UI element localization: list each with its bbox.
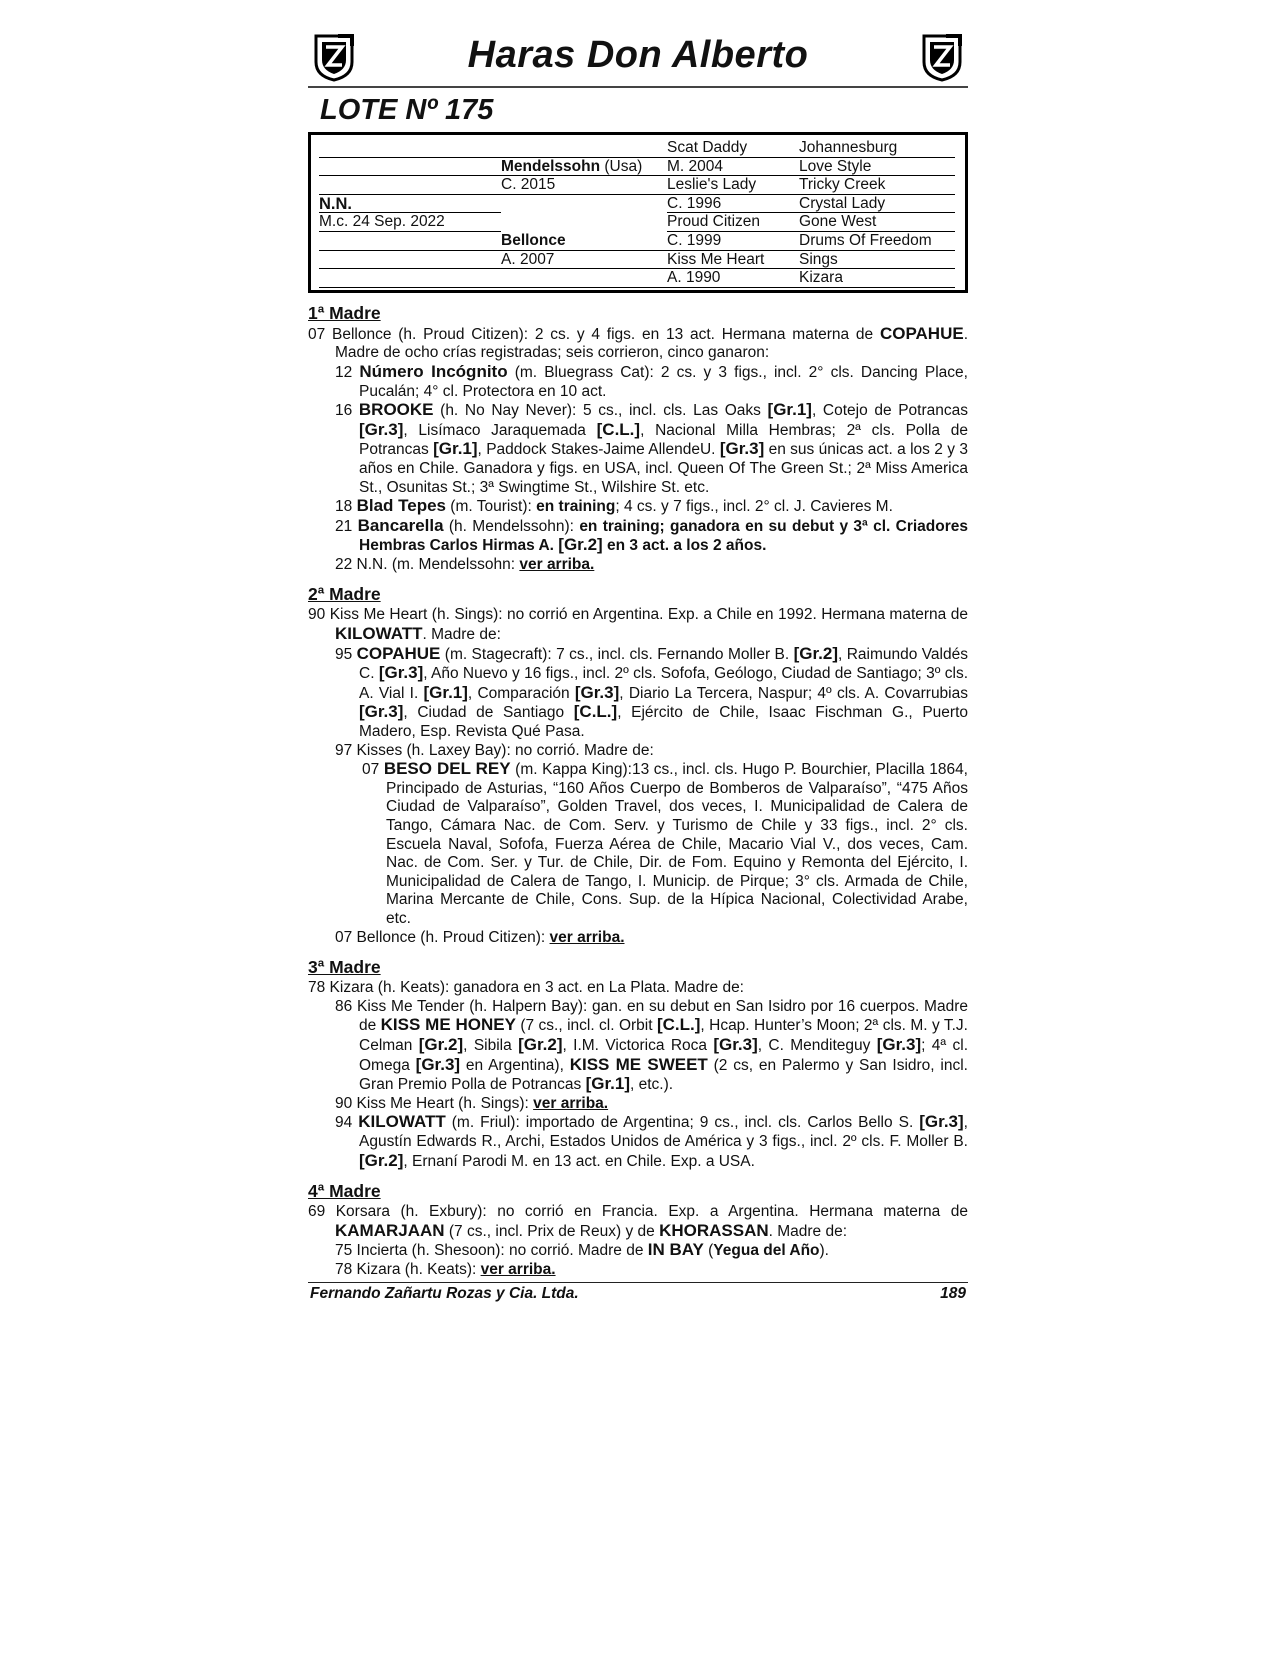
- emphasis: en training: [536, 498, 616, 516]
- grade-label: [C.L.]: [656, 1015, 701, 1035]
- horse-name: IN BAY: [647, 1240, 704, 1260]
- entry-paragraph: 75 Incierta (h. Shesoon): no corrió. Madre de IN BAY (Yegua del Año).: [335, 1240, 829, 1260]
- entry-paragraph: 69 Korsara (h. Exbury): no corrió en Francia. Exp. a Argentina. Hermana materna de KAMARJAAN (7 cs., incl. Prix de Reux) y de KHORASSAN. Madre de:: [308, 1203, 968, 1240]
- pedigree-cell: Leslie's Lady: [667, 176, 799, 195]
- dam-heading: 1ª Madre: [308, 302, 381, 323]
- pedigree-row: [319, 269, 955, 288]
- pedigree-cell: [501, 139, 667, 158]
- grade-label: [Gr.1]: [767, 400, 812, 420]
- pedigree-row: [319, 158, 955, 177]
- pedigree-cell: Kiss Me Heart: [667, 251, 799, 270]
- emphasis: Yegua del Año: [713, 1242, 820, 1260]
- pedigree-cell: Crystal Lady: [799, 195, 955, 214]
- pedigree-cell: [319, 176, 501, 195]
- grade-label: [Gr.2]: [359, 1150, 404, 1170]
- pedigree-cell: Sings: [799, 251, 955, 270]
- horse-name: KHORASSAN: [659, 1220, 769, 1240]
- entry-paragraph: 07 BESO DEL REY (m. Kappa King):13 cs., incl. cls. Hugo P. Bourchier, Placilla 1864, Principado de Asturias, “160 Años Cuerpo de Bomberos de Valparaíso”, “475 Años Ciudad de Valparaíso”, Golden Travel, dos veces, I. Municipalidad de Calera de Tango, Cámara Nac. de Com. Serv. y Turismo de Chile y 33 figs., incl. 2° cls. Escuela Naval, Sofofa, Fuerza Aérea de Chile, Macario Vial V., dos veces, Cam. Nac. de Com. Ser. y Tur. de Chile, Dir. de Fom. Equino y Remonta del Ejército, I. Municipalidad de Calera de Tango, I. Municip. de Pirque; 3° cls. Armada de Chile, Marina Mercante de Chile, Cons. Sup. de la Hípica Nacional, Colectividad Arabe, etc.: [362, 759, 968, 927]
- grade-label: [Gr.3]: [919, 1112, 964, 1132]
- entry-paragraph: 21 Bancarella (h. Mendelssohn): en training; ganadora en su debut y 3ª cl. Criadores Hembras Carlos Hirmas A. [Gr.2] en 3 act. a los 2 años.: [335, 515, 968, 555]
- dam-heading: 4ª Madre: [308, 1181, 381, 1202]
- horse-name: KISS ME HONEY: [380, 1015, 516, 1035]
- grade-label: [Gr.1]: [423, 682, 468, 702]
- pedigree-cell: Scat Daddy: [667, 139, 799, 158]
- grade-label: [C.L.]: [573, 702, 618, 722]
- entry-paragraph: 07 Bellonce (h. Proud Citizen): 2 cs. y 4 figs. en 13 act. Hermana materna de COPAHUE. Madre de ocho crías registradas; seis corrieron, cinco ganaron:: [308, 323, 968, 362]
- grade-label: [Gr.3]: [574, 682, 620, 702]
- pedigree-row: [319, 139, 955, 158]
- horse-name: COPAHUE: [356, 643, 441, 663]
- catalog-page: [308, 30, 968, 1303]
- horse-name: Número Incógnito: [359, 361, 508, 381]
- pedigree-cell: Gone West: [799, 213, 955, 232]
- pedigree-cell: [319, 269, 501, 288]
- pedigree-row: [319, 176, 955, 195]
- horse-name: COPAHUE: [879, 323, 964, 343]
- entry-paragraph: 90 Kiss Me Heart (h. Sings): ver arriba.: [335, 1094, 609, 1112]
- pedigree-cell: M.c. 24 Sep. 2022: [319, 213, 501, 232]
- grade-label: [Gr.1]: [585, 1074, 630, 1094]
- pedigree-cell: N.N.: [319, 195, 501, 214]
- haras-logo-icon: [920, 32, 964, 82]
- entry-paragraph: 12 Número Incógnito (m. Bluegrass Cat): 2 cs. y 3 figs., incl. 2° cls. Dancing Place, Pucalán; 4° cl. Protectora en 10 act.: [335, 361, 968, 400]
- second-dam-section: [308, 584, 968, 947]
- pedigree-cell: C. 2015: [501, 176, 667, 195]
- horse-name: Blad Tepes: [356, 496, 446, 516]
- pedigree-cell: [501, 195, 667, 214]
- grade-label: [Gr.3]: [359, 419, 404, 439]
- third-dam-section: [308, 957, 968, 1171]
- horse-name: BESO DEL REY: [383, 759, 511, 779]
- pedigree-row: [319, 213, 955, 232]
- grade-label: [Gr.3]: [378, 663, 424, 683]
- pedigree-cell: C. 1999: [667, 232, 799, 251]
- pedigree-cell: [319, 251, 501, 270]
- pedigree-cell: M. 2004: [667, 158, 799, 177]
- pedigree-row: [319, 195, 955, 214]
- pedigree-row: [319, 232, 955, 251]
- page-title: Haras Don Alberto: [467, 34, 809, 76]
- pedigree-cell: [501, 213, 667, 232]
- see-above-link: ver arriba.: [519, 555, 595, 573]
- entry-paragraph: 78 Kizara (h. Keats): ver arriba.: [335, 1260, 556, 1278]
- pedigree-table: [308, 132, 968, 293]
- entry-paragraph: 18 Blad Tepes (m. Tourist): en training; 4 cs. y 7 figs., incl. 2° cl. J. Cavieres M.: [335, 496, 893, 516]
- entry-paragraph: 95 COPAHUE (m. Stagecraft): 7 cs., incl. cls. Fernando Moller B. [Gr.2], Raimundo Valdés C. [Gr.3], Año Nuevo y 16 figs., incl. 2º cls. Sofofa, Geólogo, Ciudad de Santiago; 3º cls. A. Vial I. [Gr.1], Comparación [Gr.3], Diario La Tercera, Naspur; 4º cls. A. Covarrubias [Gr.3], Ciudad de Santiago [C.L.], Ejército de Chile, Isaac Fischman G., Puerto Madero, Esp. Revista Qué Pasa.: [335, 643, 969, 741]
- grade-label: [Gr.3]: [876, 1034, 922, 1054]
- pedigree-cell: Mendelssohn (Usa): [501, 158, 667, 177]
- pedigree-row: [319, 251, 955, 270]
- page-header: [308, 30, 968, 88]
- grade-label: [Gr.1]: [433, 439, 478, 459]
- pedigree-cell: Love Style: [799, 158, 955, 177]
- horse-name: KILOWATT: [358, 1112, 446, 1132]
- fourth-dam-section: [308, 1181, 968, 1279]
- pedigree-cell: Proud Citizen: [667, 213, 799, 232]
- entry-paragraph: 78 Kizara (h. Keats): ganadora en 3 act. en La Plata. Madre de:: [308, 979, 744, 997]
- grade-label: [Gr.2]: [793, 643, 838, 663]
- sire-name: Mendelssohn: [501, 157, 601, 175]
- pedigree-cell: [319, 232, 501, 251]
- page-number: 189: [940, 1285, 966, 1303]
- pedigree-cell: Bellonce: [501, 232, 667, 251]
- footer-company: Fernando Zañartu Rozas y Cia. Ltda.: [310, 1285, 579, 1303]
- pedigree-cell: A. 1990: [667, 269, 799, 288]
- entry-paragraph: 86 Kiss Me Tender (h. Halpern Bay): gan. en su debut en San Isidro por 16 cuerpos. Madre de KISS ME HONEY (7 cs., incl. cl. Orbit [C.L.], Hcap. Hunter’s Moon; 2ª cls. M. y T.J. Celman [Gr.2], Sibila [Gr.2], I.M. Victorica Roca [Gr.3], C. Menditeguy [Gr.3]; 4ª cl. Omega [Gr.3] en Argentina), KISS ME SWEET (2 cs, en Palermo y San Isidro, incl. Gran Premio Polla de Potrancas [Gr.1], etc.).: [335, 997, 969, 1094]
- see-above-link: ver arriba.: [533, 1094, 609, 1112]
- entry-paragraph: 97 Kisses (h. Laxey Bay): no corrió. Madre de:: [335, 741, 654, 759]
- horse-name: KISS ME SWEET: [569, 1054, 708, 1074]
- emphasis: en 3 act. a los 2 años.: [602, 537, 767, 555]
- grade-label: [Gr.3]: [415, 1054, 461, 1074]
- page-footer: [308, 1282, 968, 1303]
- horse-name: KAMARJAAN: [335, 1220, 445, 1240]
- emphasis: en training; ganadora en su debut y 3ª cl. Criadores Hembras Carlos Hirmas A.: [359, 517, 968, 555]
- first-dam-section: [308, 303, 968, 575]
- horse-name: BROOKE: [358, 400, 434, 420]
- grade-label: [Gr.2]: [418, 1034, 464, 1054]
- grade-label: [Gr.2]: [558, 535, 603, 555]
- see-above-link: ver arriba.: [480, 1260, 556, 1278]
- dam-heading: 3ª Madre: [308, 957, 381, 978]
- pedigree-cell: A. 2007: [501, 251, 667, 270]
- entry-paragraph: 22 N.N. (m. Mendelssohn: ver arriba.: [335, 555, 595, 573]
- entry-paragraph: 16 BROOKE (h. No Nay Never): 5 cs., incl. cls. Las Oaks [Gr.1], Cotejo de Potrancas [Gr.3], Lisímaco Jaraquemada [C.L.], Nacional Milla Hembras; 2ª cls. Polla de Potrancas [Gr.1], Paddock Stakes-Jaime AllendeU. [Gr.3] en sus únicas act. a los 2 y 3 años en Chile. Ganadora y figs. en USA, incl. Queen Of The Green St.; 2ª Miss America St., Osunitas St.; 3ª Swingtime St., Wilshire St. etc.: [335, 400, 968, 496]
- grade-label: [Gr.2]: [518, 1034, 563, 1054]
- pedigree-cell: Drums Of Freedom: [799, 232, 955, 251]
- pedigree-cell: [319, 139, 501, 158]
- lot-number: LOTE Nº 175: [320, 94, 494, 126]
- entry-paragraph: 07 Bellonce (h. Proud Citizen): ver arriba.: [335, 928, 625, 946]
- pedigree-cell: Kizara: [799, 269, 955, 288]
- horse-name: KILOWATT: [335, 624, 423, 644]
- pedigree-cell: Tricky Creek: [799, 176, 955, 195]
- grade-label: [C.L.]: [596, 419, 641, 439]
- pedigree-cell: C. 1996: [667, 195, 799, 214]
- dam-heading: 2ª Madre: [308, 584, 381, 605]
- pedigree-cell: [501, 269, 667, 288]
- pedigree-cell: [319, 158, 501, 177]
- grade-label: [Gr.3]: [719, 439, 765, 459]
- entry-paragraph: 90 Kiss Me Heart (h. Sings): no corrió en Argentina. Exp. a Chile en 1992. Hermana materna de KILOWATT. Madre de:: [308, 606, 968, 644]
- horse-name: Bancarella: [357, 515, 444, 535]
- see-above-link: ver arriba.: [549, 928, 625, 946]
- grade-label: [Gr.3]: [359, 702, 404, 722]
- entry-paragraph: 94 KILOWATT (m. Friul): importado de Argentina; 9 cs., incl. cls. Carlos Bello S. [Gr.3], Agustín Edwards R., Archi, Estados Unidos de América y 3 figs., incl. 2º cls. F. Moller B. [Gr.2], Ernaní Parodi M. en 13 act. en Chile. Exp. a USA.: [335, 1112, 968, 1170]
- grade-label: [Gr.3]: [713, 1034, 758, 1054]
- pedigree-cell: Johannesburg: [799, 139, 955, 158]
